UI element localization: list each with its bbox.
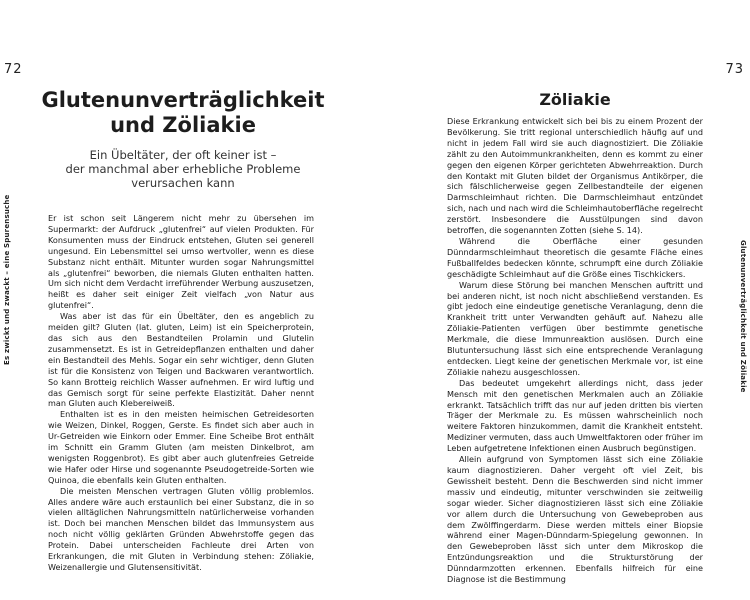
paragraph: Diese Erkrankung entwickelt sich bei bis zu einem Prozent der Bevölkerung. Sie tritt regional unterschiedlich häufig auf und nicht in jedem Fall wird sie auch diagnostiziert. Die Zöliakie zählt zu den Autoimmunkrankheiten, denn es kommt zu einer gegen den eigenen Körper gerichteten Abwehrreaktion. Durch den Kontakt mit Gluten bildet der Organismus Antikörper, die sich fälschlicherweise gegen Zellbestandteile der eigenen Darmschleimhaut richten. Die Darmschleimhaut entzündet sich, nach und nach wird die Schleimhautoberfläche regelrecht zerstört. Insbesondere die Ausstülpungen sind davon betroffen, die sogenannten Zotten (siehe S. 14).	[447, 116, 703, 236]
running-header-right: Glutenunverträglichkeit und Zöliakie	[739, 240, 747, 393]
chapter-title-line-1: Glutenunverträglichkeit	[41, 88, 325, 112]
paragraph: Allein aufgrund von Symptomen lässt sich eine Zöliakie kaum diagnostizieren. Daher vergeht oft viel Zeit, bis Gewissheit besteht. Denn die Beschwerden sind nicht immer massiv und eindeutig, mitunter verschwinden sie zeitweilig sogar wieder. Sicher diagnostizieren lässt sich eine Zöliakie vor allem durch die Untersuchung von Gewebeproben aus dem Zwölffingerdarm. Diese werden mittels einer Biopsie während einer Magen-Dünndarm-Spiegelung gewonnen. In den Gewebeproben lässt sich unter dem Mikroskop die Entzündungsreaktion und die Strukturstörung der Dünndarmzotten erkennen. Ebenfalls hilfreich für eine Diagnose ist die Bestimmung	[447, 454, 703, 585]
chapter-subtitle	[40, 148, 326, 190]
section-heading: Zöliakie	[539, 90, 611, 109]
page-number-left: 72	[4, 62, 23, 77]
paragraph: Er ist schon seit Längerem nicht mehr zu übersehen im Supermarkt: der Aufdruck „glutenfrei“ auf vielen Produkten. Für Konsumenten muss der Eindruck entstehen, Gluten sei generell ungesund. Ein Lebensmittel sei umso wertvoller, wenn es diese Substanz nicht enthält. Mitunter wurden sogar Nahrungsmittel als „glutenfrei“ beworben, die niemals Gluten enthalten hatten. Um sich nicht dem Verdacht irreführender Werbung auszusetzen, heißt es daher seit einiger Zeit vielfach „von Natur aus glutenfrei“.	[48, 213, 314, 311]
subtitle-line-1: Ein Übeltäter, der oft keiner ist –	[89, 148, 277, 162]
body-text-right	[447, 116, 703, 585]
paragraph: Während die Oberfläche einer gesunden Dünndarmschleimhaut theoretisch die gesamte Fläche eines Fußballfeldes bedecken könnte, schrumpft eine durch Zöliakie geschädigte Schleimhaut auf die Größe eines Tischkickers.	[447, 235, 703, 279]
paragraph: Die meisten Menschen vertragen Gluten völlig problemlos. Alles andere wäre auch erstaunlich bei einer Substanz, die in so vielen alltäglichen Nahrungsmitteln natürlicherweise vorhanden ist. Doch bei manchen Menschen bildet das Immunsystem aus noch nicht völlig geklärten Gründen Abwehrstoffe gegen das Protein. Dabei unterscheiden Fachleute drei Arten von Erkrankungen, die mit Gluten in Verbindung stehen: Zöliakie, Weizenallergie und Glutensensitivität.	[48, 485, 314, 572]
paragraph: Warum diese Störung bei manchen Menschen auftritt und bei anderen nicht, ist noch nicht abschließend verstanden. Es gibt jedoch eine eindeutige genetische Veranlagung, denn die Krankheit tritt unter Verwandten gehäuft auf. Nahezu alle Zöliakie-Patienten verfügen über bestimmte genetische Merkmale, die diese Immunreaktion auslösen. Durch eine Blutuntersuchung lässt sich eine entsprechende Veranlagung entdecken. Liegt keine der genetischen Merkmale vor, ist eine Zöliakie nahezu ausgeschlossen.	[447, 279, 703, 377]
paragraph: Das bedeutet umgekehrt allerdings nicht, dass jeder Mensch mit den genetischen Merkmalen auch an Zöliakie erkrankt. Tatsächlich trifft das nur auf jeden dritten bis vierten Träger der Merkmale zu. Es müssen wahrscheinlich noch weitere Faktoren hinzukommen, damit die Krankheit entsteht. Mediziner vermuten, dass auch Umweltfaktoren oder früher im Leben aufgetretene Infektionen einen Ausbruch begünstigen.	[447, 377, 703, 454]
subtitle-line-2: der manchmal aber erhebliche Probleme	[65, 162, 301, 176]
chapter-title-line-2: und Zöliakie	[110, 113, 256, 137]
paragraph: Was aber ist das für ein Übeltäter, den es angeblich zu meiden gilt? Gluten (lat. gluten, Leim) ist ein Speicherprotein, das sich aus den Bestandteilen Prolamin und Glutelin zusammensetzt. Es ist in Getreidepflanzen enthalten und daher ein Bestandteil des Mehls. Sogar ein sehr wichtiger, denn Gluten ist für die Konsistenz von Teigen und Backwaren verantwortlich. So kann Brotteig reichlich Wasser aufnehmen. Er wird luftig und das Gemisch sorgt für seine perfekte Elastizität. Daher nennt man Gluten auch Klebereiweiß.	[48, 311, 314, 409]
body-text-left	[48, 213, 314, 573]
running-header-left: Es zwickt und zwackt – eine Spurensuche	[3, 194, 11, 365]
paragraph: Enthalten ist es in den meisten heimischen Getreidesorten wie Weizen, Dinkel, Roggen, Gerste. Es findet sich aber auch in Ur-Getreiden wie Einkorn oder Emmer. Eine Scheibe Brot enthält im Schnitt ein Gramm Gluten (am meisten Dinkelbrot, am wenigsten Roggenbrot). Es gibt aber auch glutenfreies Getreide wie Hafer oder Hirse und sogenannte Pseudogetreide-Sorten wie Quinoa, die ebenfalls kein Gluten enthalten.	[48, 409, 314, 485]
page-number-right: 73	[725, 62, 744, 77]
chapter-title	[40, 88, 326, 138]
subtitle-line-3: verursachen kann	[131, 176, 235, 190]
